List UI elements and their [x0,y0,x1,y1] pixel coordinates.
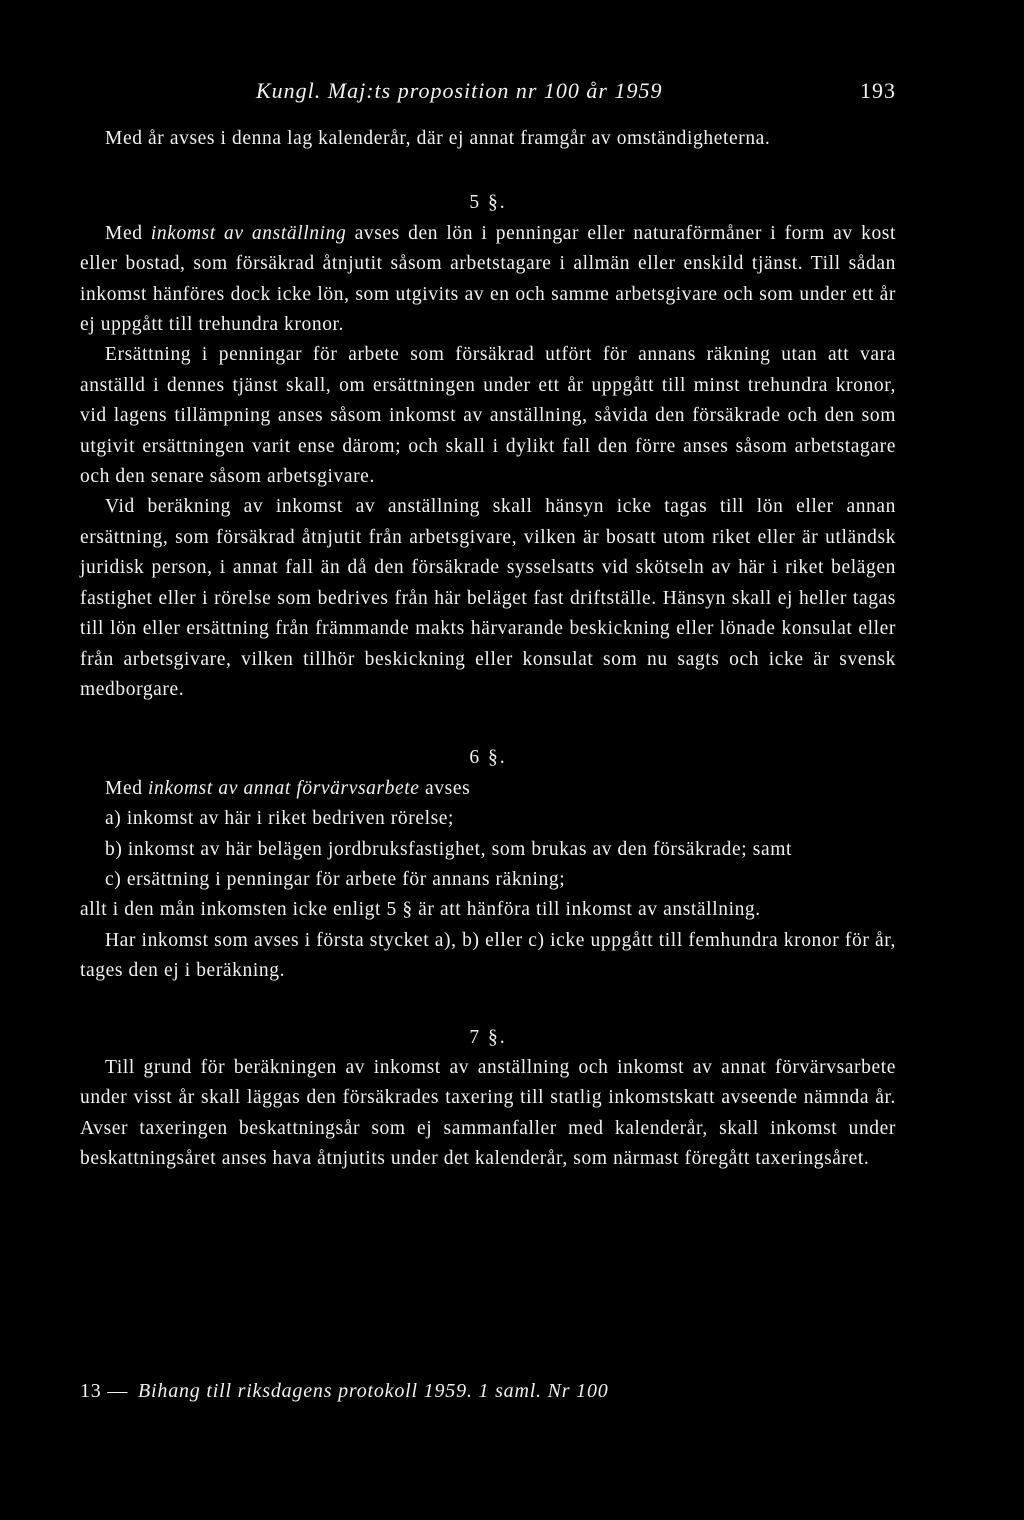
page-footer [80,1380,896,1403]
page-number: 193 [860,78,896,103]
section-5-paragraph-3: Vid beräkning av inkomst av anställning skall hänsyn icke tagas till lön eller annan ersättning, som försäkrad åtnjutit från arbetsgivare, vilken är bosatt utom riket eller är utländsk juridisk person, i annat fall än då den försäkrade sysselsatts vid skötseln av här i riket belägen fastighet eller i rörelse som bedrives från här beläget fast driftställe. Hänsyn skall ej heller tagas till lön eller ersättning från främmande makts härvarande beskickning eller lönade konsulat eller från arbetsgivare, vilken tillhör beskickning eller konsulat som nu sagts och icke är svensk medborgare. [80,496,896,700]
defined-term-inkomst-av-anstallning: inkomst av anställning [150,222,347,244]
section-6-p1-lead: Med [105,777,149,799]
sheet-number: 13 — [80,1380,129,1402]
list-item-c: c) ersättning i penningar för arbete för annans räkning; [105,868,566,890]
section-heading-6: 6 §. [469,747,507,769]
section-6-list [80,804,896,895]
section-heading-7: 7 §. [469,1026,507,1048]
section-6-paragraph-har: Har inkomst som avses i första stycket a), b) eller c) icke uppgått till femhundra kronor för år, tages den ej i beräkning. [80,929,896,982]
section-5-p1-lead: Med [105,222,151,244]
running-title: Kungl. Maj:ts proposition nr 100 år 1959 [256,78,663,103]
section-heading-5: 5 §. [469,192,507,214]
list-item-a: a) inkomst av här i riket bedriven rörelse; [105,808,455,830]
section-6-p1-rest: avses [419,777,471,799]
section-5-p1-rest: avses den lön i penningar eller naturaförmåner i form av kost eller bostad, som försäkrad åtnjutit såsom arbetstagare i allmän eller enskild tjänst. Till sådan inkomst hänföres dock icke lön, som utgivits av en och samme arbetsgivare och som under ett år ej uppgått till trehundra kronor. [80,222,896,336]
running-header [80,78,896,112]
section-7-paragraph-1: Till grund för beräkningen av inkomst av anställning och inkomst av annat förvärvsarbete under visst år skall läggas den försäkrades taxering till statlig inkomstskatt avseende nämnda år. Avser taxeringen beskattningsår som ej sammanfaller med kalenderår, skall inkomst under beskattningsåret anses hava åtnjutits under det kalenderår, som närmast föregått taxeringsåret. [80,1056,896,1170]
section-5-paragraph-1 [80,219,896,341]
body-text [80,124,896,1175]
section-5-paragraph-2: Ersättning i penningar för arbete som försäkrad utfört för annans räkning utan att vara anställd i dennes tjänst skall, om ersättningen under ett år uppgått till minst trehundra kronor, vid lagens tillämpning anses såsom inkomst av anställning, såvida den försäkrade och den som utgivit ersättningen varit ense därom; och skall i dylikt fall den förre anses såsom arbetstagare och den senare såsom arbetsgivare. [80,344,896,488]
list-item-b: b) inkomst av här belägen jordbruksfastighet, som brukas av den försäkrade; samt [105,838,792,860]
section-6-allt-paragraph: allt i den mån inkomsten icke enligt 5 § är att hänföra till inkomst av anställning. [80,899,761,921]
footer-reference: Bihang till riksdagens protokoll 1959. 1 saml. Nr 100 [138,1380,609,1402]
section-6-paragraph-1 [80,774,896,804]
continued-paragraph: Med år avses i denna lag kalenderår, där ej annat framgår av omständigheterna. [105,128,771,149]
defined-term-inkomst-av-annat-forvarvsarbete: inkomst av annat förvärvsarbete [148,777,420,799]
